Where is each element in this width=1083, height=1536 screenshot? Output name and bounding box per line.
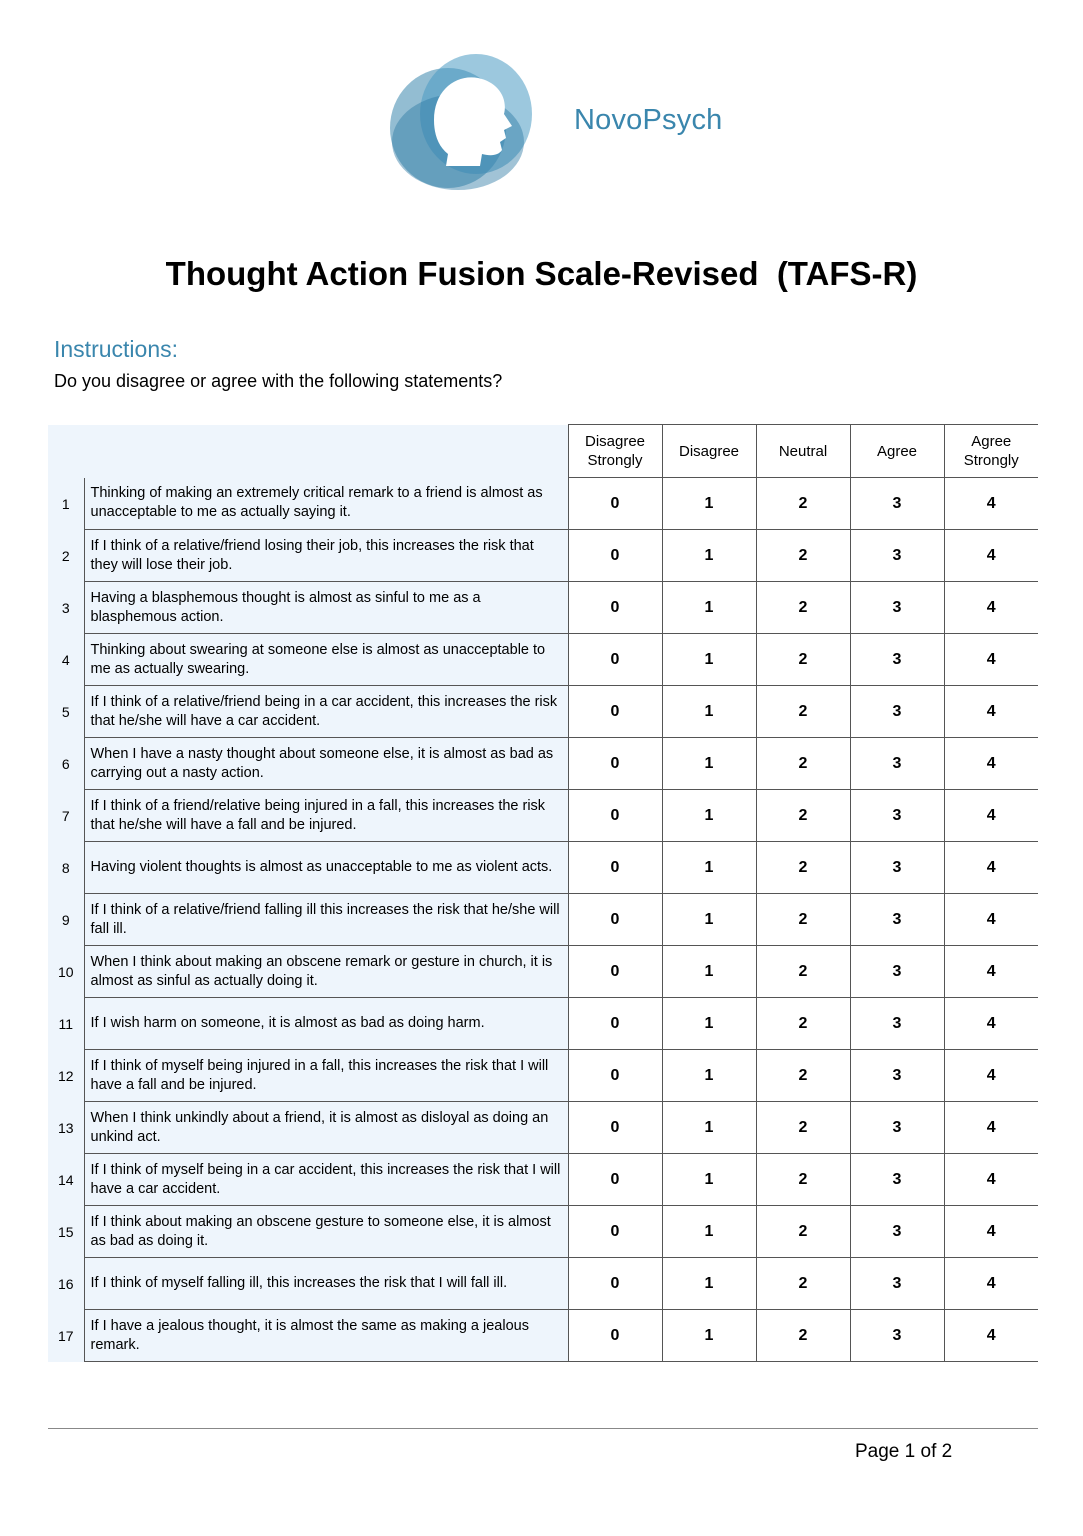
- table-row: [48, 478, 1038, 530]
- header-blank-cell: [48, 425, 568, 478]
- table-row: [48, 842, 1038, 894]
- table-row: [48, 998, 1038, 1050]
- item-number: 10: [48, 946, 84, 998]
- response-option[interactable]: 1: [662, 686, 756, 738]
- item-number: 11: [48, 998, 84, 1050]
- table-row: [48, 530, 1038, 582]
- item-statement: If I think of myself being in a car accident, this increases the risk that I will have a car accident.: [84, 1154, 568, 1206]
- column-header: Disagree Strongly: [568, 425, 662, 478]
- table-row: [48, 634, 1038, 686]
- response-option[interactable]: 2: [756, 1154, 850, 1206]
- table-row: [48, 582, 1038, 634]
- item-number: 15: [48, 1206, 84, 1258]
- response-option[interactable]: 1: [662, 998, 756, 1050]
- response-option[interactable]: 1: [662, 1102, 756, 1154]
- response-option[interactable]: 2: [756, 946, 850, 998]
- response-option[interactable]: 1: [662, 946, 756, 998]
- response-option[interactable]: 0: [568, 530, 662, 582]
- response-option[interactable]: 3: [850, 894, 944, 946]
- response-option[interactable]: 2: [756, 790, 850, 842]
- response-option[interactable]: 4: [944, 946, 1038, 998]
- response-option[interactable]: 1: [662, 478, 756, 530]
- response-option[interactable]: 4: [944, 634, 1038, 686]
- instructions-heading: Instructions:: [54, 336, 178, 362]
- response-option[interactable]: 4: [944, 894, 1038, 946]
- header-logo: [386, 50, 726, 192]
- response-option[interactable]: 3: [850, 1102, 944, 1154]
- response-option[interactable]: 3: [850, 1050, 944, 1102]
- response-option[interactable]: 2: [756, 1206, 850, 1258]
- response-option[interactable]: 2: [756, 1258, 850, 1310]
- response-option[interactable]: 0: [568, 582, 662, 634]
- response-option[interactable]: 1: [662, 634, 756, 686]
- response-option[interactable]: 4: [944, 1258, 1038, 1310]
- response-option[interactable]: 3: [850, 530, 944, 582]
- response-option[interactable]: 0: [568, 478, 662, 530]
- response-option[interactable]: 0: [568, 634, 662, 686]
- table-row: [48, 1206, 1038, 1258]
- column-header: Disagree: [662, 425, 756, 478]
- response-option[interactable]: 0: [568, 686, 662, 738]
- response-option[interactable]: 1: [662, 738, 756, 790]
- response-option[interactable]: 0: [568, 1154, 662, 1206]
- response-option[interactable]: 2: [756, 738, 850, 790]
- column-header: Agree: [850, 425, 944, 478]
- response-option[interactable]: 4: [944, 998, 1038, 1050]
- response-option[interactable]: 1: [662, 1050, 756, 1102]
- item-number: 1: [48, 478, 84, 530]
- item-number: 7: [48, 790, 84, 842]
- response-option[interactable]: 0: [568, 946, 662, 998]
- response-option[interactable]: 3: [850, 1310, 944, 1362]
- table-header-row: [48, 425, 1038, 478]
- response-option[interactable]: 3: [850, 478, 944, 530]
- response-option[interactable]: 0: [568, 1310, 662, 1362]
- response-option[interactable]: 2: [756, 842, 850, 894]
- item-statement: Thinking about swearing at someone else is almost as unacceptable to me as actually swearing.: [84, 634, 568, 686]
- response-option[interactable]: 1: [662, 842, 756, 894]
- brand-name: NovoPsych: [574, 104, 723, 136]
- response-option[interactable]: 4: [944, 1206, 1038, 1258]
- table-row: [48, 738, 1038, 790]
- page-title: Thought Action Fusion Scale-Revised (TAFS-R): [165, 255, 918, 292]
- page-number: Page 1 of 2: [855, 1441, 953, 1462]
- item-statement: If I think about making an obscene gesture to someone else, it is almost as bad as doing it.: [84, 1206, 568, 1258]
- response-option[interactable]: 0: [568, 1258, 662, 1310]
- response-option[interactable]: 0: [568, 998, 662, 1050]
- response-option[interactable]: 2: [756, 582, 850, 634]
- response-option[interactable]: 3: [850, 738, 944, 790]
- response-option[interactable]: 0: [568, 790, 662, 842]
- item-statement: When I think unkindly about a friend, it is almost as disloyal as doing an unkind act.: [84, 1102, 568, 1154]
- response-option[interactable]: 2: [756, 1102, 850, 1154]
- footer-divider: [48, 1428, 1038, 1429]
- item-number: 2: [48, 530, 84, 582]
- response-option[interactable]: 2: [756, 530, 850, 582]
- response-option[interactable]: 1: [662, 1258, 756, 1310]
- response-option[interactable]: 1: [662, 790, 756, 842]
- item-number: 12: [48, 1050, 84, 1102]
- response-option[interactable]: 3: [850, 686, 944, 738]
- item-statement: Having violent thoughts is almost as unacceptable to me as violent acts.: [84, 842, 568, 894]
- response-option[interactable]: 1: [662, 582, 756, 634]
- item-number: 14: [48, 1154, 84, 1206]
- item-statement: If I have a jealous thought, it is almost the same as making a jealous remark.: [84, 1310, 568, 1362]
- response-option[interactable]: 4: [944, 842, 1038, 894]
- response-option[interactable]: 4: [944, 1102, 1038, 1154]
- item-statement: When I have a nasty thought about someone else, it is almost as bad as carrying out a nasty action.: [84, 738, 568, 790]
- response-option[interactable]: 3: [850, 1206, 944, 1258]
- item-number: 17: [48, 1310, 84, 1362]
- response-option[interactable]: 2: [756, 1050, 850, 1102]
- item-statement: If I think of a relative/friend being in a car accident, this increases the risk that he/she will have a car accident.: [84, 686, 568, 738]
- table-row: [48, 1258, 1038, 1310]
- table-row: [48, 1050, 1038, 1102]
- item-statement: If I wish harm on someone, it is almost as bad as doing harm.: [84, 998, 568, 1050]
- response-option[interactable]: 3: [850, 634, 944, 686]
- item-number: 5: [48, 686, 84, 738]
- response-option[interactable]: 4: [944, 530, 1038, 582]
- response-option[interactable]: 1: [662, 530, 756, 582]
- table-row: [48, 1154, 1038, 1206]
- response-table: [48, 424, 1038, 1362]
- response-option[interactable]: 3: [850, 790, 944, 842]
- response-option[interactable]: 4: [944, 1310, 1038, 1362]
- response-option[interactable]: 0: [568, 738, 662, 790]
- item-number: 4: [48, 634, 84, 686]
- item-statement: If I think of myself being injured in a fall, this increases the risk that I will have a fall and be injured.: [84, 1050, 568, 1102]
- table-row: [48, 946, 1038, 998]
- response-option[interactable]: 1: [662, 1206, 756, 1258]
- response-option[interactable]: 2: [756, 478, 850, 530]
- item-statement: If I think of a relative/friend losing their job, this increases the risk that they will lose their job.: [84, 530, 568, 582]
- item-statement: If I think of a friend/relative being injured in a fall, this increases the risk that he/she will have a fall and be injured.: [84, 790, 568, 842]
- response-option[interactable]: 2: [756, 634, 850, 686]
- item-number: 16: [48, 1258, 84, 1310]
- item-number: 3: [48, 582, 84, 634]
- response-option[interactable]: 4: [944, 1050, 1038, 1102]
- table-row: [48, 1310, 1038, 1362]
- table-row: [48, 894, 1038, 946]
- response-option[interactable]: 0: [568, 842, 662, 894]
- response-option[interactable]: 3: [850, 1258, 944, 1310]
- item-number: 6: [48, 738, 84, 790]
- response-option[interactable]: 0: [568, 894, 662, 946]
- response-option[interactable]: 2: [756, 894, 850, 946]
- response-option[interactable]: 3: [850, 1154, 944, 1206]
- response-option[interactable]: 0: [568, 1102, 662, 1154]
- table-row: [48, 790, 1038, 842]
- response-option[interactable]: 4: [944, 582, 1038, 634]
- response-option[interactable]: 3: [850, 998, 944, 1050]
- response-option[interactable]: 4: [944, 738, 1038, 790]
- response-option[interactable]: 4: [944, 686, 1038, 738]
- item-number: 9: [48, 894, 84, 946]
- response-option[interactable]: 4: [944, 790, 1038, 842]
- response-option[interactable]: 1: [662, 1310, 756, 1362]
- item-number: 8: [48, 842, 84, 894]
- table-row: [48, 686, 1038, 738]
- response-option[interactable]: 3: [850, 946, 944, 998]
- response-option[interactable]: 0: [568, 1206, 662, 1258]
- response-option[interactable]: 3: [850, 582, 944, 634]
- response-option[interactable]: 1: [662, 894, 756, 946]
- response-option[interactable]: 0: [568, 1050, 662, 1102]
- response-option[interactable]: 3: [850, 842, 944, 894]
- response-option[interactable]: 4: [944, 478, 1038, 530]
- table-row: [48, 1102, 1038, 1154]
- item-statement: Thinking of making an extremely critical remark to a friend is almost as unacceptable to me as actually saying it.: [84, 478, 568, 530]
- response-option[interactable]: 1: [662, 1154, 756, 1206]
- column-header: Neutral: [756, 425, 850, 478]
- item-statement: If I think of myself falling ill, this increases the risk that I will fall ill.: [84, 1258, 568, 1310]
- response-option[interactable]: 2: [756, 686, 850, 738]
- item-number: 13: [48, 1102, 84, 1154]
- item-statement: When I think about making an obscene remark or gesture in church, it is almost as sinful as actually doing it.: [84, 946, 568, 998]
- item-statement: If I think of a relative/friend falling ill this increases the risk that he/she will fall ill.: [84, 894, 568, 946]
- column-header: Agree Strongly: [944, 425, 1038, 478]
- item-statement: Having a blasphemous thought is almost as sinful to me as a blasphemous action.: [84, 582, 568, 634]
- instructions-text: Do you disagree or agree with the following statements?: [54, 371, 503, 391]
- novopsych-logo-icon: [386, 50, 536, 192]
- response-option[interactable]: 4: [944, 1154, 1038, 1206]
- response-option[interactable]: 2: [756, 998, 850, 1050]
- response-option[interactable]: 2: [756, 1310, 850, 1362]
